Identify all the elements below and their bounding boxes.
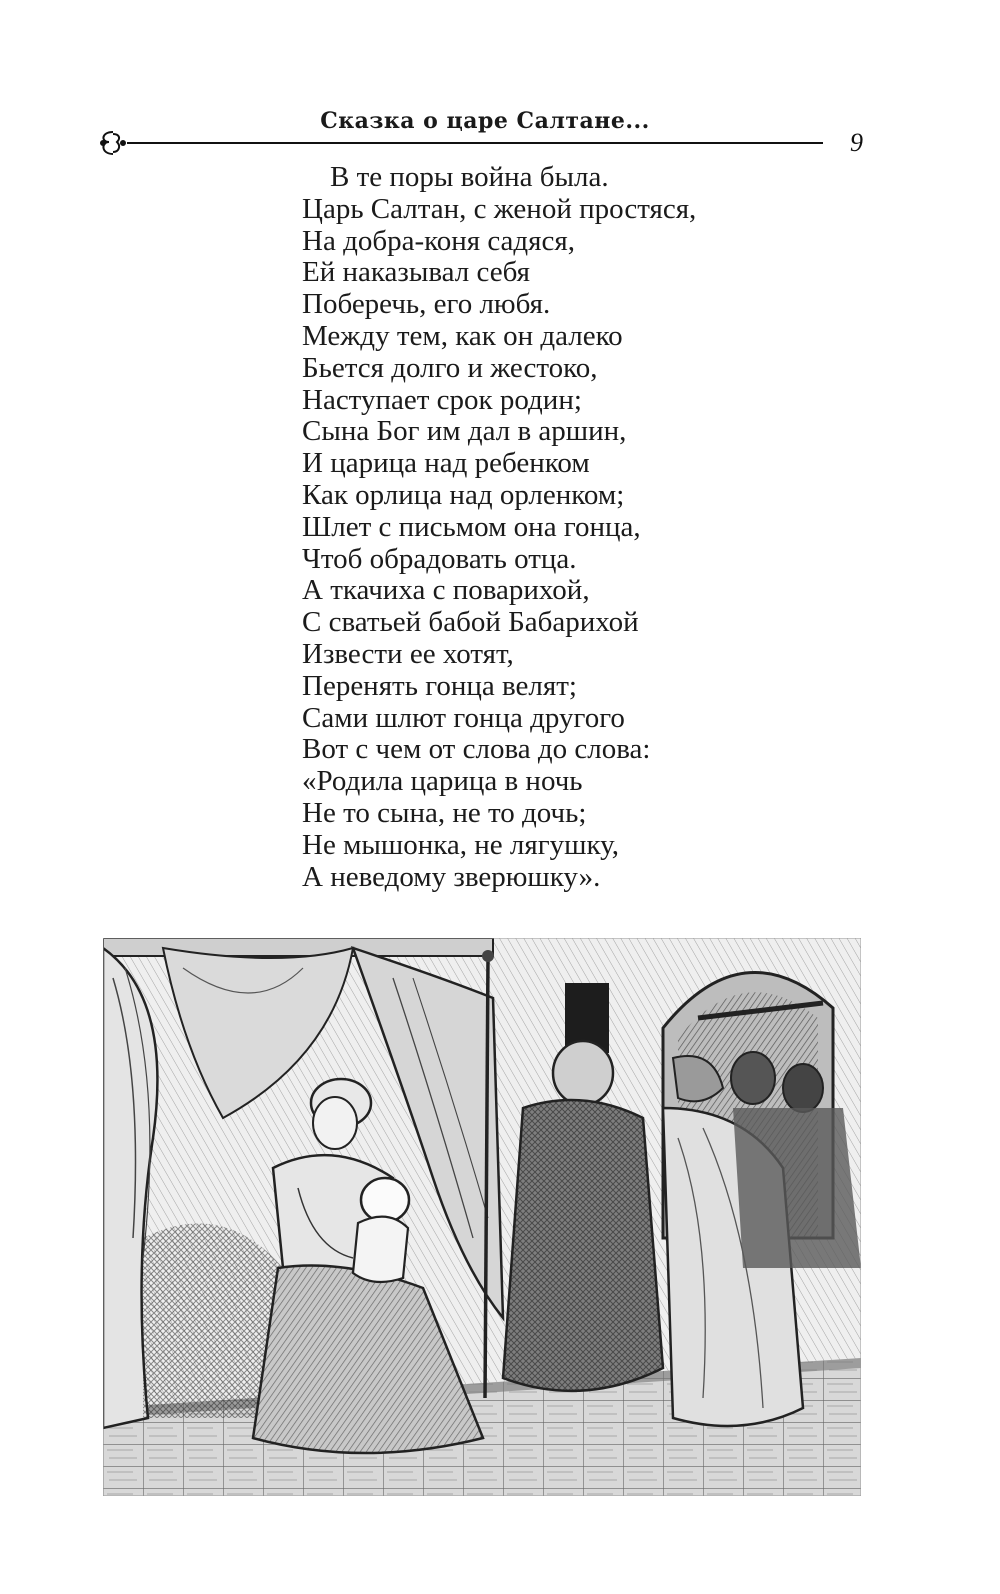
poem-line: С сватьей бабой Бабарихой (302, 606, 639, 639)
poem-line: Перенять гонца велят; (302, 669, 577, 702)
infant-figure (353, 1178, 409, 1282)
poem-line: Как орлица над орленком; (302, 478, 625, 511)
poem-line: Чтоб обрадовать отца. (302, 542, 577, 575)
poem-line: Царь Салтан, с женой простяся, (302, 192, 697, 225)
poem-line: Извести ее хотят, (302, 637, 514, 670)
poem-line: В те поры война была. (330, 161, 609, 193)
poem-line: Сами шлют гонца другого (302, 701, 625, 734)
poem-line: Вот с чем от слова до слова: (302, 733, 651, 766)
canopy (103, 938, 493, 956)
poem-line: Поберечь, его любя. (302, 288, 551, 321)
poem-line: «Родила царица в ночь (302, 765, 583, 798)
poem-line: Между тем, как он далеко (302, 319, 623, 352)
poem-line: Наступает срок родин; (302, 383, 582, 416)
poem-line: На добра-коня садяся, (302, 224, 575, 257)
ornament-flourish-icon (101, 132, 125, 154)
poem-line: Не то сына, не то дочь; (302, 796, 587, 829)
page-number: 9 (850, 128, 863, 157)
running-title: Сказка о царе Салтане... (320, 108, 650, 134)
ornament-rule (95, 128, 835, 158)
engraving-illustration (103, 938, 861, 1496)
poem-line: И царица над ребенком (302, 447, 590, 480)
running-head (0, 108, 1000, 168)
poem-line: Шлет с письмом она гонца, (302, 510, 641, 543)
poem-line: Не мышонка, не лягушку, (302, 828, 619, 861)
poem-line: А ткачиха с поварихой, (302, 574, 590, 607)
poem-line: Сына Бог им дал в аршин, (302, 415, 627, 448)
engraving-svg (103, 938, 861, 1496)
poem-line: Ей наказывал себя (302, 256, 530, 289)
poem-text (302, 162, 862, 893)
poem-line: Бьется долго и жестоко, (302, 351, 598, 384)
poem-line: А неведому зверюшку». (302, 860, 601, 893)
